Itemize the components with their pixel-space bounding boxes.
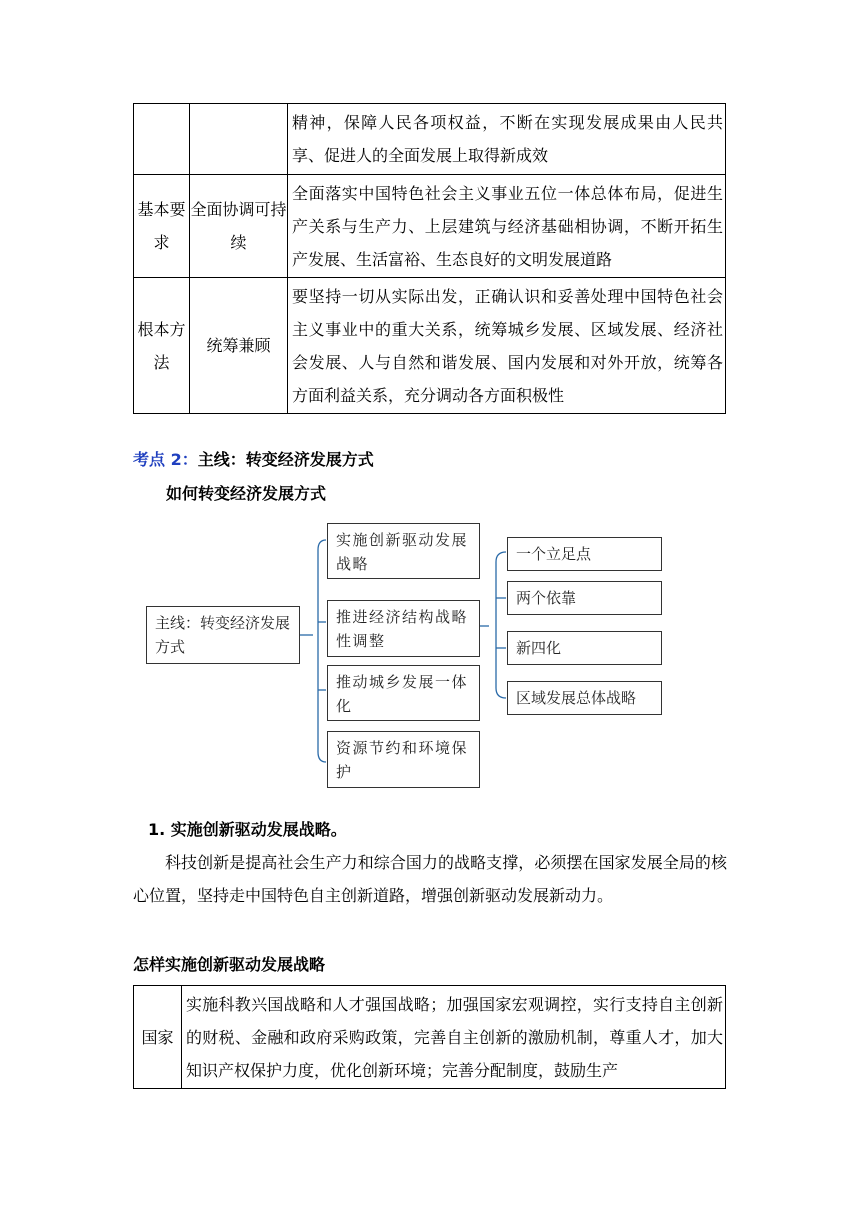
section-prefix: 考点 2： [133,450,198,469]
diagram-branch-node: 实施创新驱动发展战略 [327,523,480,579]
diagram-root-node: 主线：转变经济发展方式 [146,606,300,664]
table-cell: 精神，保障人民各项权益，不断在实现发展成果由人民共享、促进人的全面发展上取得新成效 [288,104,726,175]
table-cell: 实施科教兴国战略和人才强国战略；加强国家宏观调控，实行支持自主创新的财税、金融和政府采购政策，完善自主创新的激励机制，尊重人才，加大知识产权保护力度，优化创新环境；完善分配制度，鼓励生产 [182,986,726,1089]
table-cell: 根本方法 [134,278,190,414]
diagram-leaf-node: 区域发展总体战略 [507,681,662,715]
diagram-leaf-node: 两个依靠 [507,581,662,615]
table-cell: 全面落实中国特色社会主义事业五位一体总体布局，促进生产关系与生产力、上层建筑与经济基础相协调，不断开拓生产发展、生活富裕、生态良好的文明发展道路 [288,175,726,278]
table-cell: 国家 [134,986,182,1089]
subsection-heading: 怎样实施创新驱动发展战略 [133,955,326,974]
item-title: 1. 实施创新驱动发展战略。 [148,820,347,839]
table-cell: 要坚持一切从实际出发，正确认识和妥善处理中国特色社会主义事业中的重大关系，统筹城乡发展、区域发展、经济社会发展、人与自然和谐发展、国内发展和对外开放，统筹各方面利益关系，充分调动各方面积极性 [288,278,726,414]
innovation-table [133,985,726,1089]
section-title: 主线：转变经济发展方式 [197,450,374,469]
table-cell: 基本要求 [134,175,190,278]
item-paragraph: 科技创新是提高社会生产力和综合国力的战略支撑，必须摆在国家发展全局的核心位置，坚持走中国特色自主创新道路，增强创新驱动发展新动力。 [133,853,727,905]
table-cell: 全面协调可持续 [190,175,288,278]
diagram-heading: 如何转变经济发展方式 [166,484,327,503]
diagram-leaf-node: 新四化 [507,631,662,665]
table-cell: 统筹兼顾 [190,278,288,414]
diagram-branch-node: 推进经济结构战略性调整 [327,600,480,657]
diagram-branch-node: 资源节约和环境保护 [327,731,480,788]
diagram-branch-node: 推动城乡发展一体化 [327,665,480,721]
diagram-leaf-node: 一个立足点 [507,537,662,571]
table-row [134,986,726,1089]
